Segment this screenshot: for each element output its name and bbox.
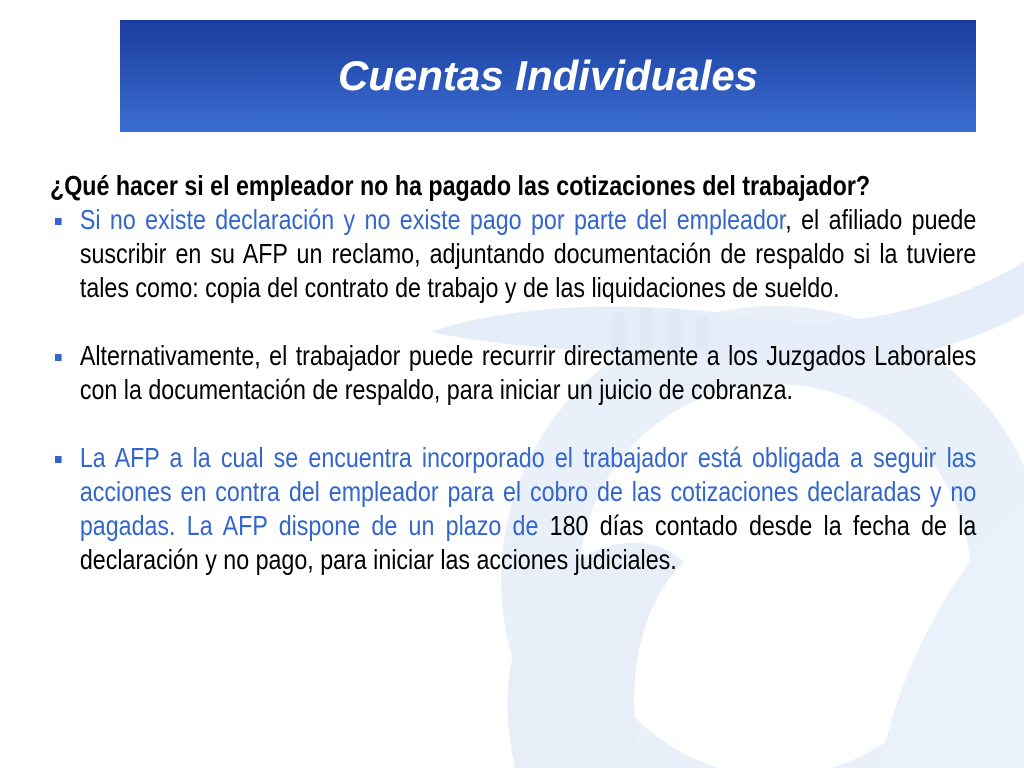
square-bullet-icon — [55, 218, 62, 225]
bullet-item — [50, 339, 976, 407]
slide-title: Cuentas Individuales — [337, 52, 759, 99]
title-bar — [120, 20, 976, 132]
bullet-list — [50, 203, 976, 577]
body-text: , el afiliado puede suscribir en su AFP un reclamo, adjuntando documentación de respaldo si la tuviere tales como: copia del contrato de trabajo y de las liquidaciones de sueldo. — [79, 204, 977, 303]
question-heading: ¿Qué hacer si el empleador no ha pagado las cotizaciones del trabajador? — [50, 170, 871, 201]
body-text: Alternativamente, el trabajador puede recurrir directamente a los Juzgados Laborales con la documentación de respaldo, para iniciar un juicio de cobranza. — [79, 340, 977, 405]
square-bullet-icon — [55, 354, 62, 361]
slide-body — [50, 169, 976, 577]
bullet-item — [50, 441, 976, 577]
square-bullet-icon — [55, 456, 62, 463]
highlighted-text: La AFP a la cual se encuentra incorporado el trabajador está obligada a seguir las acciones en contra del empleador para el cobro de las cotizaciones declaradas y no pagadas. La AFP dispone de un plazo de — [79, 442, 977, 541]
highlighted-text: Si no existe declaración y no existe pago por parte del empleador — [79, 204, 786, 235]
bullet-item — [50, 203, 976, 305]
body-text: 180 días contado desde la fecha de la declaración y no pago, para iniciar las acciones judiciales. — [79, 510, 977, 575]
